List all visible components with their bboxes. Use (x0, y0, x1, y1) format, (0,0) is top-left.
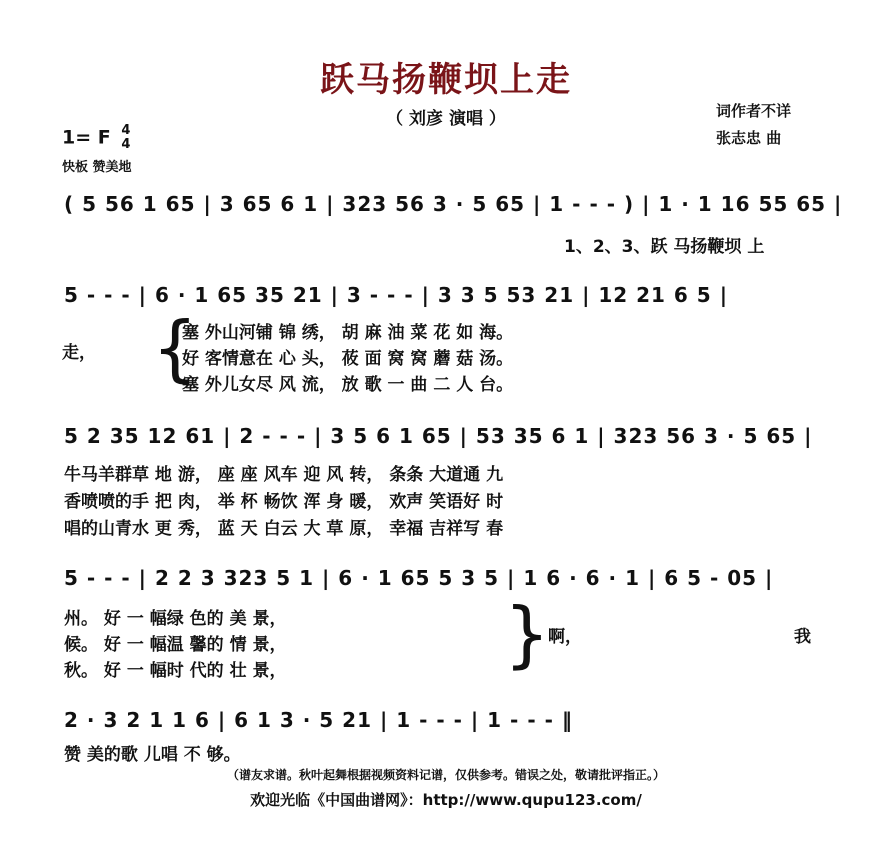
lyricist-credit: 词作者不详 (716, 102, 792, 120)
notation-line-5: 2 · 3 2 1 1 6 | 6 1 3 · 5 21 | 1 - - - | 1 - - - ‖ (64, 708, 573, 732)
notation-line-4: 5 - - - | 2 2 3 323 5 1 | 6 · 1 65 5 3 5 | 1 6 · 6 · 1 | 6 5 - 05 | (64, 566, 774, 590)
time-signature (121, 124, 130, 152)
key-label: 1= F (62, 126, 111, 149)
lyric-line-2c: 塞 外儿女尽 风 流， 放 歌 一 曲 二 人 台。 (182, 375, 514, 395)
lyric-line-3b: 香喷喷的手 把 肉， 举 杯 畅饮 浑 身 暖， 欢声 笑语好 时 (64, 492, 504, 512)
time-bottom: 4 (121, 137, 131, 152)
lyric-interjection-a: 啊， (548, 627, 582, 647)
lyric-line-4a: 州。 好 一 幅绿 色的 美 景， (64, 609, 287, 629)
singer-credit: （ 刘彦 演唱 ） (386, 109, 506, 129)
brace: { (152, 306, 198, 390)
lyric-line-1: 1、2、3、跃 马扬鞭坝 上 (564, 237, 765, 257)
notation-line-2: 5 - - - | 6 · 1 65 35 21 | 3 - - - | 3 3 5 53 21 | 12 21 6 5 | (64, 283, 728, 307)
time-top: 4 (121, 123, 131, 138)
lyric-line-3a: 牛马羊群草 地 游， 座 座 风车 迎 风 转， 条条 大道通 九 (64, 465, 504, 485)
notation-line-3: 5 2 35 12 61 | 2 - - - | 3 5 6 1 65 | 53 35 6 1 | 323 56 3 · 5 65 | (64, 424, 813, 448)
website-credit[interactable]: 欢迎光临《中国曲谱网》：http://www.qupu123.com/ (250, 791, 642, 809)
lyric-interjection-wo: 我 (794, 627, 811, 647)
transcription-note: （谱友求谱。秋叶起舞根据视频资料记谱，仅供参考。错误之处，敬请批评指正。） (226, 768, 665, 782)
lyric-label-zou: 走， (62, 343, 96, 363)
lyric-line-4b: 候。 好 一 幅温 馨的 情 景， (64, 635, 287, 655)
key-signature (62, 124, 130, 152)
lyric-line-2a: 塞 外山河铺 锦 绣， 胡 麻 油 菜 花 如 海。 (182, 323, 514, 343)
lyric-line-2b: 好 客情意在 心 头， 莜 面 窝 窝 蘑 菇 汤。 (182, 349, 514, 369)
lyric-line-3c: 唱的山青水 更 秀， 蓝 天 白云 大 草 原， 幸福 吉祥写 春 (64, 519, 504, 539)
closing-brace: { (504, 592, 550, 676)
song-title: 跃马扬鞭坝上走 (320, 60, 572, 100)
composer-credit: 张志忠 曲 (716, 129, 782, 147)
lyric-line-4c: 秋。 好 一 幅时 代的 壮 景， (64, 661, 287, 681)
notation-line-1: ( 5 56 1 65 | 3 65 6 1 | 323 56 3 · 5 65 | 1 - - - ) | 1 · 1 16 55 65 | (64, 192, 843, 216)
lyric-line-5: 赞 美的歌 儿唱 不 够。 (64, 745, 241, 765)
tempo-marking: 快板 赞美地 (62, 160, 132, 175)
